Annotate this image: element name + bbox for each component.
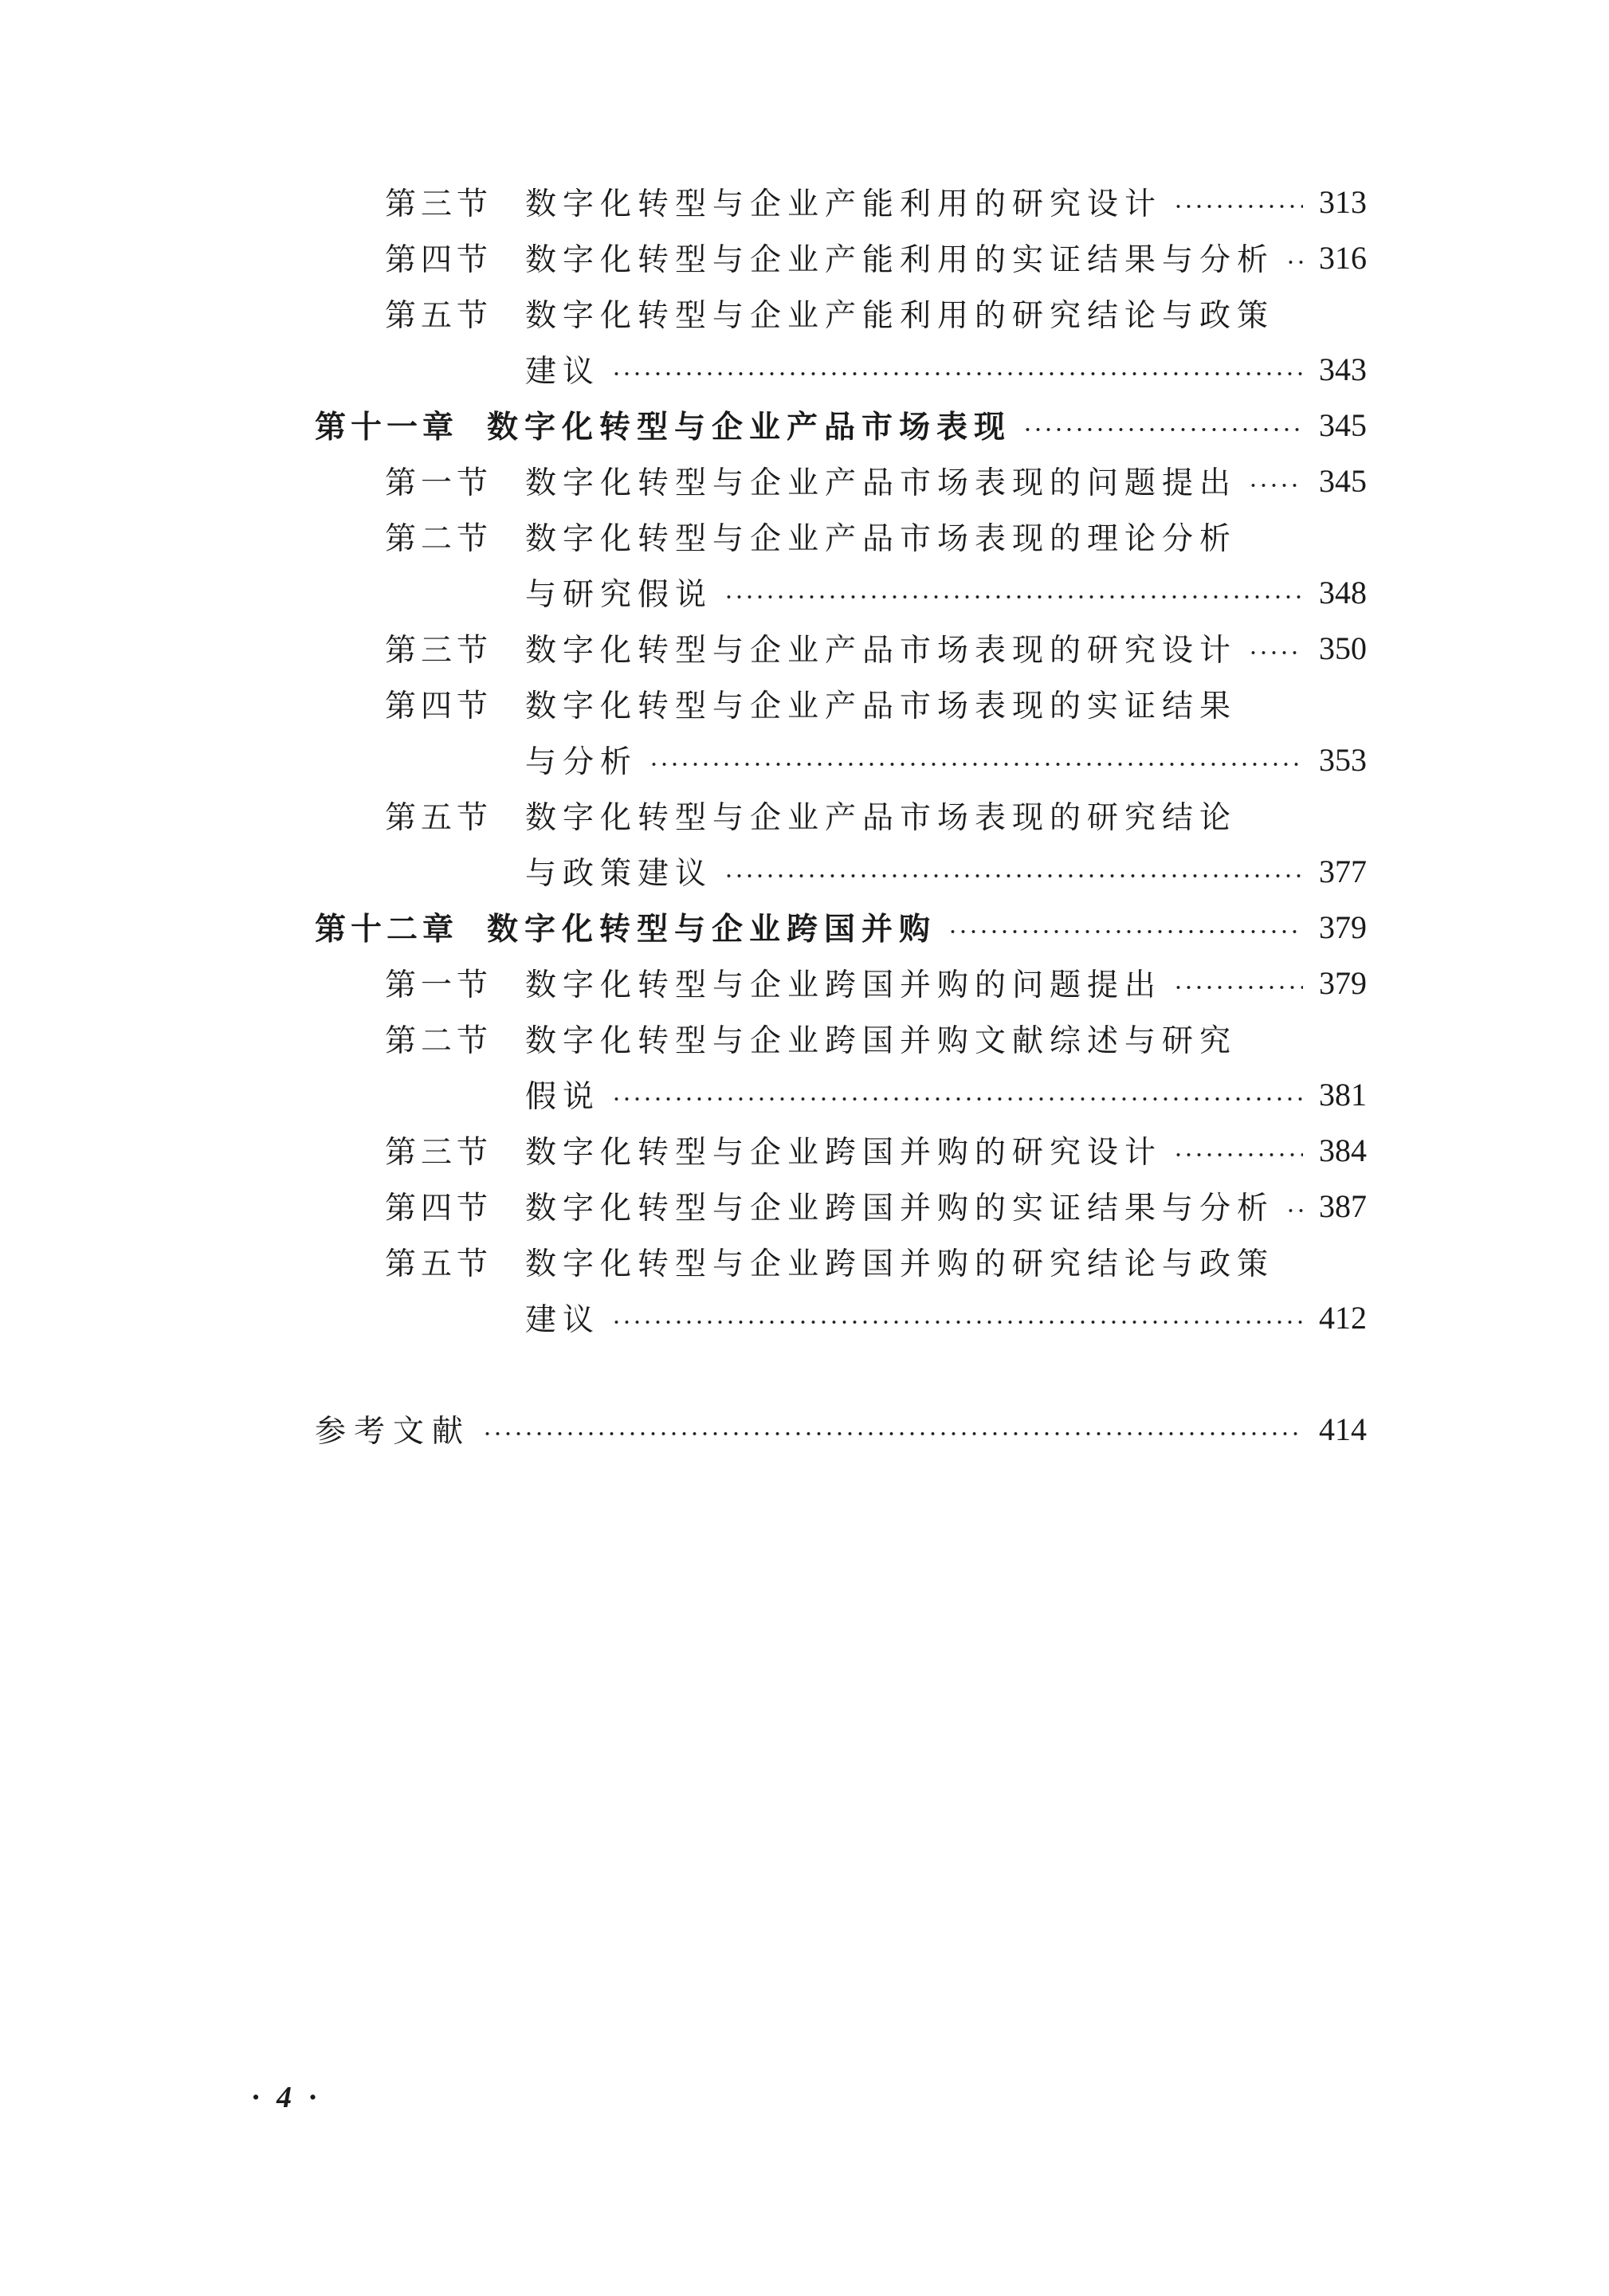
dot-leader: [611, 1097, 1303, 1101]
dot-leader: [724, 595, 1303, 599]
toc-line: [315, 174, 1367, 230]
toc-section-entry: [315, 676, 1367, 787]
toc-title: 假说: [525, 1079, 601, 1115]
toc-line: [315, 899, 1367, 955]
toc-label: 第三节: [385, 186, 493, 222]
toc-label: 第四节: [385, 1191, 493, 1226]
toc-spacer: [315, 1345, 1367, 1401]
toc-title: 数字化转型与企业产品市场表现的研究结论: [525, 800, 1238, 836]
toc-chapter-entry: [315, 899, 1367, 955]
toc-page-number: 379: [1319, 964, 1367, 1001]
toc-title: 数字化转型与企业产品市场表现的理论分析: [525, 521, 1238, 557]
toc-line: [315, 1011, 1367, 1066]
toc-line: [315, 230, 1367, 285]
toc-label: 第四节: [385, 242, 493, 278]
toc-title: 与政策建议: [525, 856, 713, 892]
toc-section-entry: [315, 285, 1367, 397]
dot-leader: [1248, 650, 1303, 655]
toc-title: 数字化转型与企业产品市场表现的问题提出: [525, 465, 1238, 501]
toc-line: [315, 1401, 1367, 1457]
dot-leader: [482, 1431, 1303, 1436]
toc-page-number: 412: [1319, 1299, 1367, 1336]
toc-line: [315, 732, 1367, 787]
toc-page-number: 384: [1319, 1132, 1367, 1168]
toc-section-entry: [315, 955, 1367, 1011]
toc-title: 数字化转型与企业产能利用的研究设计: [525, 186, 1163, 222]
toc-label: 第一节: [385, 465, 493, 501]
toc-page-number: 348: [1319, 574, 1367, 610]
toc-title: 数字化转型与企业产品市场表现: [487, 410, 1012, 445]
dot-leader: [611, 371, 1303, 376]
toc-page-number: 345: [1319, 462, 1367, 499]
dot-leader: [1285, 1208, 1303, 1213]
toc-page-number: 414: [1319, 1411, 1367, 1447]
toc-section-entry: [315, 620, 1367, 676]
toc-line: [315, 1122, 1367, 1178]
toc-page-number: 381: [1319, 1076, 1367, 1113]
dot-leader: [1022, 427, 1303, 432]
toc-section-entry: [315, 1011, 1367, 1122]
toc-title: 数字化转型与企业跨国并购的实证结果与分析: [525, 1191, 1275, 1226]
toc-section-entry: [315, 1122, 1367, 1178]
toc-page-number: 313: [1319, 183, 1367, 220]
toc-title: 数字化转型与企业产能利用的研究结论与政策: [525, 298, 1275, 334]
toc-section-entry: [315, 508, 1367, 620]
dot-leader: [1173, 985, 1303, 990]
toc-page-number: 345: [1319, 406, 1367, 443]
toc-line: [315, 508, 1367, 564]
table-of-contents: [315, 174, 1367, 1457]
toc-title: 数字化转型与企业产品市场表现的研究设计: [525, 633, 1238, 669]
toc-label: 第二节: [385, 1023, 493, 1059]
dot-leader: [649, 762, 1303, 767]
toc-page-number: 379: [1319, 909, 1367, 945]
toc-line: [315, 620, 1367, 676]
toc-title: 数字化转型与企业跨国并购的研究设计: [525, 1135, 1163, 1171]
toc-page-number: 353: [1319, 741, 1367, 778]
toc-line: [315, 564, 1367, 620]
toc-label: 参考文献: [315, 1414, 472, 1450]
toc-line: [315, 676, 1367, 732]
toc-line: [315, 1234, 1367, 1289]
toc-section-entry: [315, 787, 1367, 899]
dot-leader: [1285, 260, 1303, 265]
toc-references-entry: [315, 1401, 1367, 1457]
toc-section-entry: [315, 230, 1367, 285]
toc-label: 第二节: [385, 521, 493, 557]
toc-title: 数字化转型与企业产品市场表现的实证结果: [525, 689, 1238, 724]
toc-label: 第四节: [385, 689, 493, 724]
dot-leader: [611, 1320, 1303, 1325]
toc-line: [315, 843, 1367, 899]
toc-line: [315, 955, 1367, 1011]
toc-page-number: 377: [1319, 853, 1367, 889]
toc-section-entry: [315, 453, 1367, 508]
toc-page-number: 343: [1319, 351, 1367, 387]
toc-label: 第一节: [385, 967, 493, 1003]
toc-title: 建议: [525, 354, 601, 390]
toc-page-number: 316: [1319, 239, 1367, 276]
dot-leader: [1173, 1152, 1303, 1157]
toc-title: 数字化转型与企业产能利用的实证结果与分析: [525, 242, 1275, 278]
toc-title: 与研究假说: [525, 577, 713, 613]
toc-line: [315, 787, 1367, 843]
toc-label: 第三节: [385, 1135, 493, 1171]
toc-title: 数字化转型与企业跨国并购文献综述与研究: [525, 1023, 1238, 1059]
toc-title: 与分析: [525, 744, 638, 780]
toc-chapter-entry: [315, 397, 1367, 453]
toc-label: 第五节: [385, 800, 493, 836]
toc-line: [315, 1178, 1367, 1234]
dot-leader: [724, 873, 1303, 878]
toc-line: [315, 1066, 1367, 1122]
toc-title: 数字化转型与企业跨国并购的研究结论与政策: [525, 1246, 1275, 1282]
toc-label: 第五节: [385, 298, 493, 334]
toc-label: 第十一章: [315, 410, 459, 445]
toc-line: [315, 397, 1367, 453]
toc-section-entry: [315, 174, 1367, 230]
dot-leader: [1248, 483, 1303, 488]
toc-title: 数字化转型与企业跨国并购的问题提出: [525, 967, 1163, 1003]
toc-line: [315, 453, 1367, 508]
toc-section-entry: [315, 1178, 1367, 1234]
toc-label: 第五节: [385, 1246, 493, 1282]
toc-line: [315, 285, 1367, 341]
toc-page-number: 350: [1319, 630, 1367, 666]
page-number-folio: · 4 ·: [252, 2081, 321, 2114]
toc-label: 第三节: [385, 633, 493, 669]
toc-page-number: 387: [1319, 1187, 1367, 1224]
toc-title: 建议: [525, 1302, 601, 1338]
toc-label: 第十二章: [315, 912, 459, 948]
toc-line: [315, 341, 1367, 397]
toc-line: [315, 1289, 1367, 1345]
dot-leader: [1173, 204, 1303, 209]
dot-leader: [948, 929, 1303, 934]
toc-section-entry: [315, 1234, 1367, 1345]
toc-title: 数字化转型与企业跨国并购: [487, 912, 937, 948]
